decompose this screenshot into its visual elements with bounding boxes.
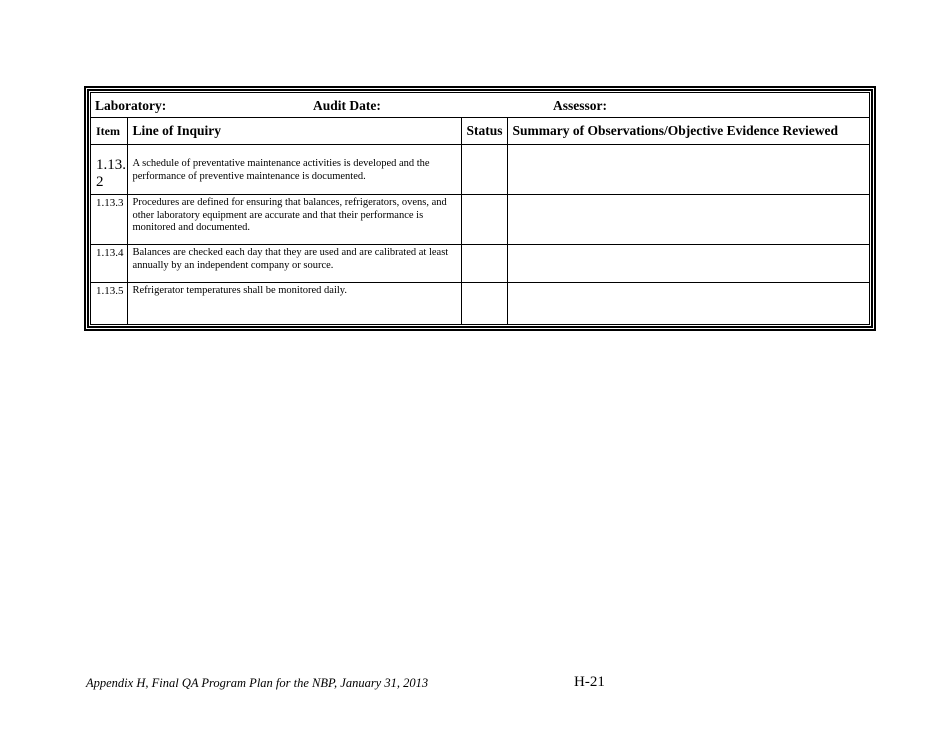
status-cell[interactable] (461, 283, 507, 325)
summary-cell[interactable] (507, 195, 869, 245)
status-cell[interactable] (461, 195, 507, 245)
summary-cell[interactable] (507, 145, 869, 195)
summary-cell[interactable] (507, 283, 869, 325)
assessor-label: Assessor: (553, 98, 607, 113)
table-row (91, 283, 869, 325)
item-number: 1.13.3 (96, 197, 124, 209)
footer-document-title: Appendix H, Final QA Program Plan for the NBP, January 31, 2013 (86, 676, 429, 690)
col-header-line-of-inquiry: Line of Inquiry (127, 118, 461, 145)
inquiry-text: A schedule of preventative maintenance activities is developed and the performance of preventive maintenance is documented. (132, 158, 430, 182)
col-header-summary: Summary of Observations/Objective Evidence Reviewed (507, 118, 869, 145)
inquiry-table-frame (84, 86, 876, 331)
laboratory-label: Laboratory: (95, 98, 167, 113)
inquiry-table (91, 93, 869, 324)
footer-page-number: H-21 (574, 674, 605, 690)
audit-meta-row (91, 93, 869, 118)
item-number: 1.13.4 (96, 247, 124, 259)
table-row (91, 245, 869, 283)
item-number: 1.13. 2 (96, 157, 126, 190)
inquiry-text: Balances are checked each day that they are used and are calibrated at least annually by an independent company or source. (132, 247, 449, 271)
inquiry-text: Refrigerator temperatures shall be monitored daily. (132, 285, 347, 296)
table-row (91, 195, 869, 245)
audit-date-label: Audit Date: (313, 98, 381, 113)
column-header-row (91, 118, 869, 145)
table-row (91, 145, 869, 195)
col-header-status: Status (461, 118, 507, 145)
summary-cell[interactable] (507, 245, 869, 283)
item-number: 1.13.5 (96, 285, 124, 297)
inquiry-table-inner (90, 92, 870, 325)
status-cell[interactable] (461, 145, 507, 195)
inquiry-text: Procedures are defined for ensuring that balances, refrigerators, ovens, and other laboratory equipment are accurate and that their performance is monitored and documented. (132, 197, 447, 233)
status-cell[interactable] (461, 245, 507, 283)
col-header-item: Item (91, 118, 127, 145)
